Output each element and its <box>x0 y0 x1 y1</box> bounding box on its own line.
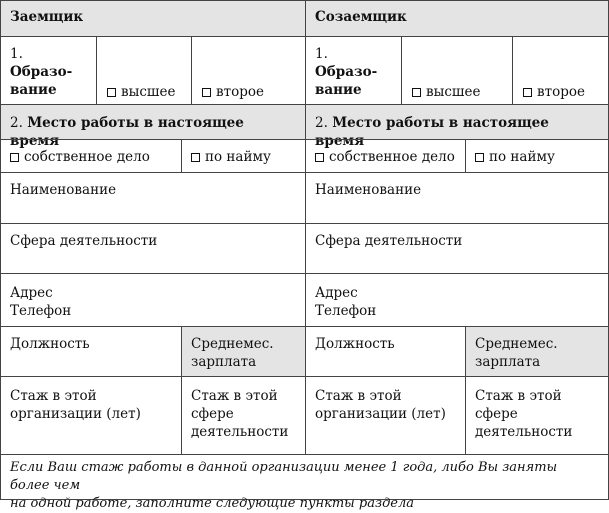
coborrower-header <box>305 0 609 37</box>
coborrower-own-business-option[interactable]: собственное дело <box>315 148 456 166</box>
coborrower-education-question: 1. Образо- вание <box>305 36 402 105</box>
borrower-activity-field[interactable]: Сфера деятельности <box>0 223 306 274</box>
borrower-own-business-option[interactable]: собственное дело <box>10 148 172 166</box>
coborrower-activity-field[interactable]: Сфера деятельности <box>305 223 609 274</box>
borrower-salary-field[interactable]: Среднемес. зарплата <box>181 326 306 377</box>
footnote <box>0 454 609 511</box>
checkbox-icon[interactable] <box>191 153 200 162</box>
coborrower-title: Созаемщик <box>315 9 407 25</box>
coborrower-edu-higher-cell <box>401 36 513 105</box>
coborrower-tenure-org-field[interactable]: Стаж в этой организации (лет) <box>305 376 466 455</box>
checkbox-icon[interactable] <box>202 88 211 97</box>
coborrower-position-field[interactable]: Должность <box>305 326 466 377</box>
borrower-education-question: 1. Образо- вание <box>0 36 97 105</box>
borrower-address-phone-field[interactable]: Адрес Телефон <box>0 273 306 327</box>
coborrower-edu-higher-option[interactable]: высшее <box>412 83 480 101</box>
borrower-edu-higher-option[interactable]: высшее <box>107 83 175 101</box>
coborrower-edu-second-option[interactable]: второе <box>523 83 585 101</box>
checkbox-icon[interactable] <box>107 88 116 97</box>
coborrower-employer-name-field[interactable]: Наименование <box>305 172 609 224</box>
footnote-line-1: Если Ваш стаж работы в данной организации менее 1 года, либо Вы заняты более чем <box>10 460 558 493</box>
borrower-employed-option[interactable]: по найму <box>191 148 296 166</box>
coborrower-edu-second-cell <box>512 36 609 105</box>
coborrower-work-heading: 2. Место работы в настоящее время <box>305 104 609 140</box>
footnote-line-2: на одной работе, заполните следующие пункты раздела <box>10 496 415 511</box>
coborrower-employed-cell <box>465 139 609 173</box>
coborrower-own-business-cell <box>305 139 466 173</box>
coborrower-salary-field[interactable]: Среднемес. зарплата <box>465 326 609 377</box>
borrower-tenure-field-field[interactable]: Стаж в этой сфере деятельности <box>181 376 306 455</box>
checkbox-icon[interactable] <box>523 88 532 97</box>
borrower-edu-second-option[interactable]: второе <box>202 83 264 101</box>
checkbox-icon[interactable] <box>10 153 19 162</box>
checkbox-icon[interactable] <box>475 153 484 162</box>
coborrower-address-phone-field[interactable]: Адрес Телефон <box>305 273 609 327</box>
borrower-employer-name-field[interactable]: Наименование <box>0 172 306 224</box>
borrower-edu-second-cell <box>191 36 306 105</box>
checkbox-icon[interactable] <box>412 88 421 97</box>
borrower-edu-higher-cell <box>96 36 192 105</box>
coborrower-employed-option[interactable]: по найму <box>475 148 599 166</box>
coborrower-tenure-field-field[interactable]: Стаж в этой сфере деятельности <box>465 376 609 455</box>
borrower-header <box>0 0 306 37</box>
borrower-work-heading: 2. Место работы в настоящее время <box>0 104 306 140</box>
borrower-own-business-cell <box>0 139 182 173</box>
borrower-title: Заемщик <box>10 9 84 25</box>
borrower-tenure-org-field[interactable]: Стаж в этой организации (лет) <box>0 376 182 455</box>
checkbox-icon[interactable] <box>315 153 324 162</box>
borrower-position-field[interactable]: Должность <box>0 326 182 377</box>
borrower-employed-cell <box>181 139 306 173</box>
